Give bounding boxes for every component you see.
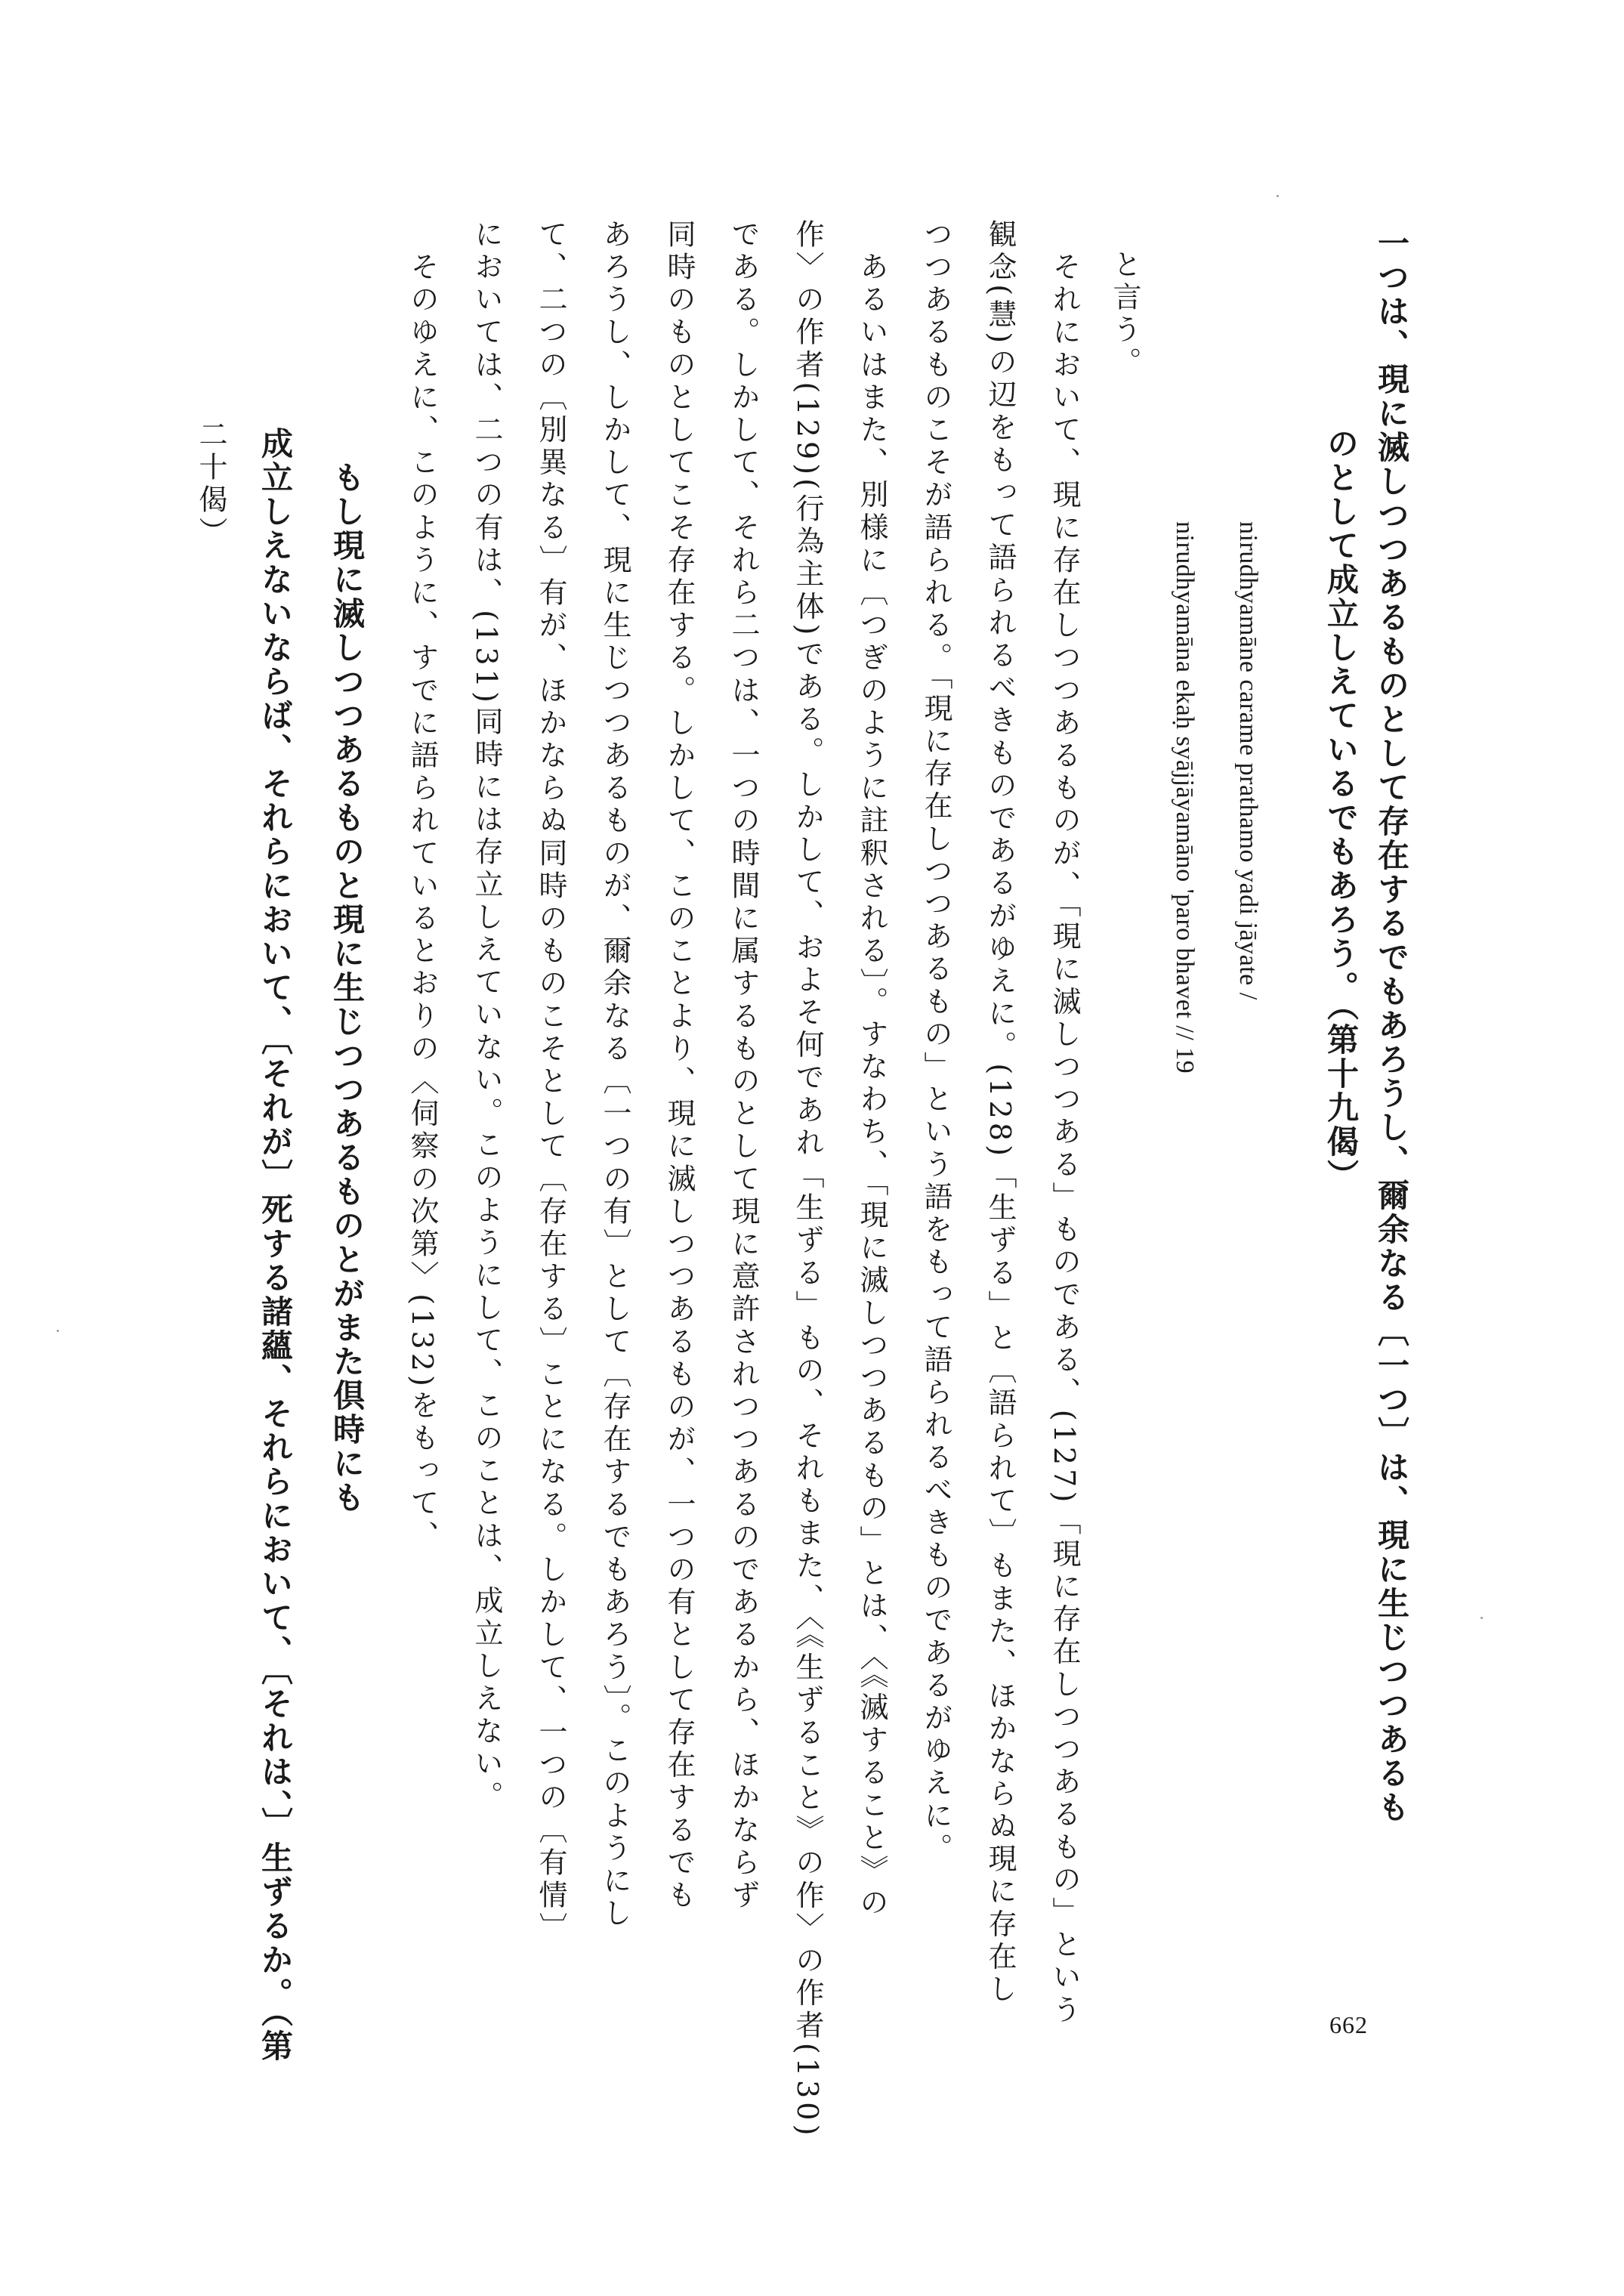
verse-20-line-1: もし現に滅しつつあるものと現に生じつつあるものとがまた倶時にも <box>329 427 366 1515</box>
verse-20-line-3: 二十偈） <box>194 419 227 550</box>
body-line-1: と言う。 <box>1108 249 1141 380</box>
scan-speck <box>1480 1617 1483 1619</box>
scan-speck <box>57 1330 59 1332</box>
body-line-3: 観念(慧)の辺をもって語られるべきものであるがゆえに。(128)「生ずる」と〔語られて〕もまた、ほかならぬ現に存在し <box>983 219 1017 2007</box>
page-number: 662 <box>1329 2011 1368 2038</box>
body-line-2: それにおいて、現に存在しつつあるものが、「現に滅しつつある」ものである、(127)「現に存在しつつあるもの」という <box>1048 219 1081 2027</box>
sanskrit-line-1: nirudhyamāne carame prathamo yadi jāyate / <box>1234 521 1262 1000</box>
verse-19-line-2: のとして成立しえているでもあろう。（第十九偈） <box>1323 427 1360 1193</box>
verse-19-line-1: 一つは、現に滅しつつあるものとして存在するでもあろうし、爾余なる〔一つ〕は、現に生じつつあるも <box>1373 227 1410 1825</box>
body-line-9: あろうし、しかして、現に生じつつあるものが、爾余なる〔一つの有〕として〔存在するでもあろう〕。このようにし <box>598 219 631 1931</box>
body-line-12: そのゆえに、このように、すでに語られているとおりの〈伺察の次第〉(132)をもって、 <box>406 219 439 1553</box>
sanskrit-line-2: nirudhyamāna ekaḥ syājjāyamāno 'paro bhavet // 19 <box>1171 521 1199 1074</box>
verse-20-line-2: 成立しえないならば、それらにおいて、〔それが〕死する諸蘊、それらにおいて、〔それは、〕生ずるか。（第 <box>257 427 294 2063</box>
body-line-7: である。しかして、それら二つは、一つの時間に属するものとして現に意許されつつあるのであるから、ほかならず <box>727 219 760 1913</box>
body-line-8: 同時のものとしてこそ存在する。しかして、このことより、現に滅しつつあるものが、一つの有として存在するでも <box>662 219 696 1913</box>
body-line-6: 作〉の作者(129)(行為主体)である。しかして、およそ何であれ「生ずる」もの、それもまた、〈《生ずること》の作〉の作者(130) <box>791 219 824 2140</box>
body-line-5: あるいはまた、別様に〔つぎのように註釈される〕。すなわち、「現に滅しつつあるもの」とは、〈《滅すること》の <box>855 219 888 1921</box>
scan-speck <box>1277 195 1279 197</box>
body-line-10: て、二つの〔別異なる〕有が、ほかならぬ同時のものこそとして〔存在する〕ことになる。しかして、一つの〔有情〕 <box>534 219 567 1945</box>
body-line-4: つつあるものこそが語られる。「現に存在しつつあるもの」という語をもって語られるべきものであるがゆえに。 <box>919 219 952 1866</box>
body-line-11: においては、二つの有は、(131)同時には存立しえていない。このようにして、このことは、成立しえない。 <box>470 219 503 1814</box>
